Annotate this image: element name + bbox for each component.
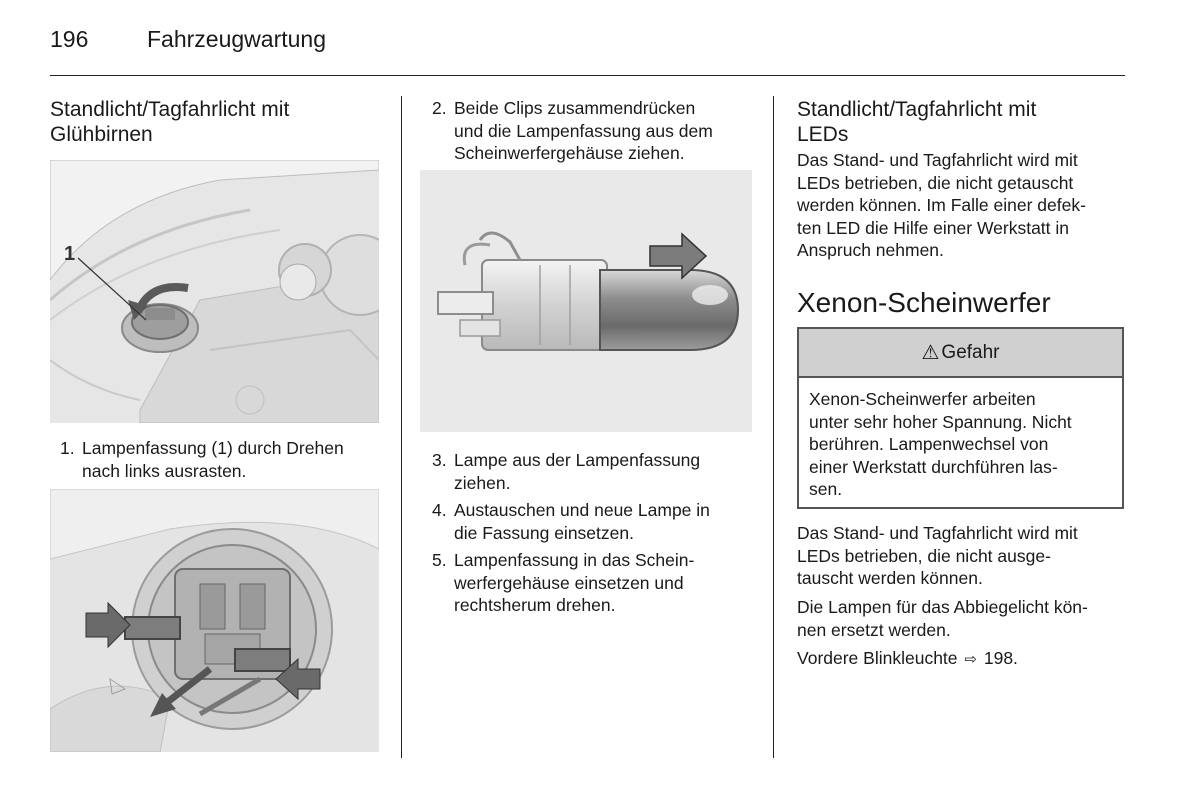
step-4-line1: Austauschen und neue Lampe in [454, 500, 710, 520]
paragraph-led-non-replaceable [797, 522, 1127, 590]
danger-box [797, 327, 1124, 509]
led-paragraph [797, 149, 1127, 262]
step-5 [432, 549, 762, 617]
xenon-heading: Xenon-Scheinwerfer [797, 287, 1051, 318]
page-number: 196 [50, 26, 89, 52]
step-3-line2: ziehen. [454, 472, 511, 493]
step-1 [60, 437, 390, 483]
figure-callout-1: 1 [64, 243, 76, 265]
danger-line5: sen. [809, 479, 843, 499]
section-heading-bulbs [50, 97, 289, 147]
step-4-line2: die Fassung einsetzen. [454, 522, 634, 543]
step-2-line1: Beide Clips zusammendrücken [454, 98, 696, 118]
danger-line2: unter sehr hoher Spannung. Nicht [809, 411, 1072, 432]
figure-bulb-removal-drawing [420, 170, 752, 432]
danger-line1: Xenon-Scheinwerfer arbeiten [809, 389, 1036, 409]
danger-header [799, 329, 1122, 378]
step-3 [432, 449, 762, 495]
step-5-number: 5. [432, 550, 447, 570]
step-2-number: 2. [432, 98, 447, 118]
danger-line3: berühren. Lampenwechsel von [809, 434, 1049, 454]
step-4-number: 4. [432, 500, 447, 520]
header-rule [50, 75, 1125, 76]
warning-triangle-icon: ⚠ [921, 342, 940, 364]
figure-socket-rotate-drawing [50, 160, 379, 423]
step-2-text [454, 97, 713, 165]
step-5-line1: Lampenfassung in das Schein- [454, 550, 695, 570]
step-5-line2: werfergehäuse einsetzen und [454, 572, 684, 593]
section-heading-leds [797, 97, 1036, 147]
step-1-line1: Lampenfassung (1) durch Drehen [82, 438, 344, 458]
step-3-text [454, 449, 700, 494]
led-paragraph-line3: werden können. Im Falle einer defek- [797, 195, 1086, 215]
figure-socket-rotate [50, 160, 379, 423]
step-1-number: 1. [60, 438, 75, 458]
column-divider-left [401, 96, 402, 758]
step-4 [432, 499, 762, 545]
paragraph2-line1: Das Stand- und Tagfahrlicht wird mit [797, 523, 1078, 543]
danger-label: Gefahr [941, 341, 1000, 363]
cross-reference-text[interactable]: Vordere Blinkleuchte [797, 648, 958, 668]
step-2-line3: Scheinwerfergehäuse ziehen. [454, 143, 685, 163]
step-3-line1: Lampe aus der Lampenfassung [454, 450, 701, 470]
arrow-reference-icon: ⇨ [964, 651, 977, 668]
figure-socket-clips [50, 489, 379, 752]
led-paragraph-line4: ten LED die Hilfe einer Werkstatt in [797, 217, 1070, 238]
step-2 [432, 97, 762, 165]
step-2-line2: und die Lampenfassung aus dem [454, 120, 713, 141]
cross-reference[interactable] [797, 647, 1127, 672]
column-divider-right [773, 96, 774, 758]
paragraph2-line2: LEDs betrieben, die nicht ausge- [797, 545, 1051, 566]
step-5-line3: rechtsherum drehen. [454, 595, 616, 615]
chapter-title: Fahrzeugwartung [147, 26, 326, 52]
cross-reference-page[interactable]: 198. [983, 648, 1018, 668]
section-heading-bulbs-line2: Glühbirnen [50, 123, 153, 146]
paragraph-cornering-light [797, 596, 1127, 641]
section-heading-bulbs-line1: Standlicht/Tagfahrlicht mit [50, 98, 290, 121]
led-paragraph-line2: LEDs betrieben, die nicht getauscht [797, 172, 1074, 193]
paragraph3-line1: Die Lampen für das Abbiegelicht kön- [797, 597, 1088, 617]
paragraph2-line3: tauscht werden können. [797, 568, 983, 588]
led-paragraph-line5: Anspruch nehmen. [797, 240, 944, 260]
danger-line4: einer Werkstatt durchführen las- [809, 456, 1058, 477]
figure-bulb-removal [420, 170, 752, 432]
step-3-number: 3. [432, 450, 447, 470]
step-1-text [82, 437, 344, 482]
section-heading-leds-line2: LEDs [797, 123, 849, 146]
danger-text [809, 388, 1119, 501]
led-paragraph-line1: Das Stand- und Tagfahrlicht wird mit [797, 150, 1078, 170]
section-heading-leds-line1: Standlicht/Tagfahrlicht mit [797, 98, 1037, 121]
step-1-line2: nach links ausrasten. [82, 460, 247, 481]
step-4-text [454, 499, 710, 544]
figure-socket-clips-drawing [50, 489, 379, 752]
step-5-text [454, 549, 694, 617]
paragraph3-line2: nen ersetzt werden. [797, 619, 951, 640]
